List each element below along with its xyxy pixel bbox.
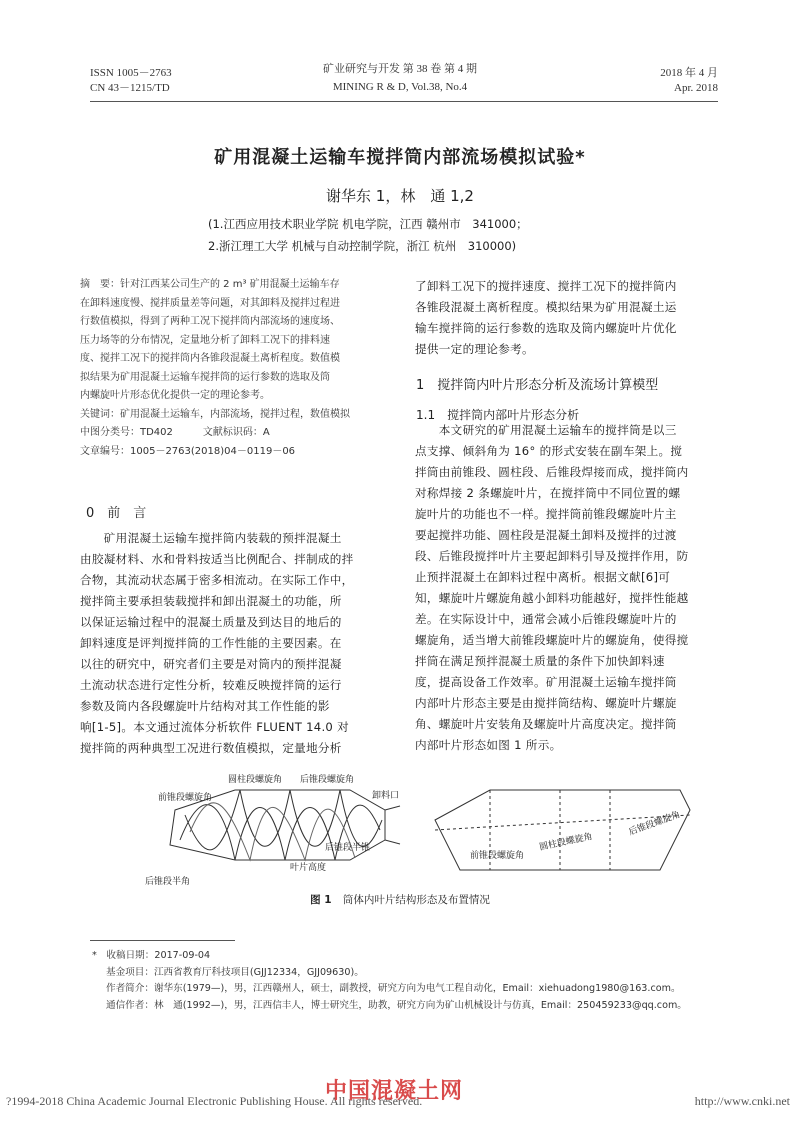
label-rear-cone-helix: 后锥段螺旋角 xyxy=(300,775,355,785)
author-intro: 作者简介：谢华东(1979—)，男，江西赣州人，硕士，副教授，研究方向为电气工程自动化，Email：xiehuadong1980@163.com。 xyxy=(106,983,681,994)
text-line: 参数及筒内各段螺旋叶片结构对其工作性能的影 xyxy=(80,699,330,713)
paper-title: 矿用混凝土运输车搅拌筒内部流场模拟试验* xyxy=(214,147,586,168)
figure-caption-number: 图 1 xyxy=(310,894,332,906)
text-line: 以保证运输过程中的混凝土质量及到达目的地后的 xyxy=(80,615,342,629)
text-line: 土流动状态进行定性分析，较难反映搅拌筒的运行 xyxy=(80,678,342,692)
text-line: 以往的研究中，研究者们主要是对筒内的预拌混凝 xyxy=(80,657,342,671)
right-abstract xyxy=(415,276,733,360)
abstract-line: 内螺旋叶片形态优化提供一定的理论参考。 xyxy=(80,390,270,401)
header-rule xyxy=(90,101,718,102)
label-r-front: 前锥段螺旋角 xyxy=(470,851,525,861)
label-blade-height: 叶片高度 xyxy=(290,863,327,873)
text-line: 螺旋角，适当增大前锥段螺旋叶片的螺旋角，使得搅 xyxy=(415,633,689,647)
figure-caption xyxy=(0,892,800,907)
cnki-url: http://www.cnki.net xyxy=(694,1094,790,1108)
text-line: 度，提高设备工作效率。矿用混凝土运输车搅拌筒 xyxy=(415,675,677,689)
section-0-heading: 0 前 言 xyxy=(86,506,147,521)
text-line: 内部叶片形态如图 1 所示。 xyxy=(415,738,562,752)
text-line: 由胶凝材料、水和骨料按适当比例配合、拌制成的拌 xyxy=(80,552,354,566)
keywords: 关键词：矿用混凝土运输车，内部流场，搅拌过程，数值模拟 xyxy=(80,408,350,420)
journal-en: MINING R & D, Vol.38, No.4 xyxy=(332,81,468,93)
class-number: 中图分类号：TD402 文献标识码：A xyxy=(80,427,270,438)
text-line: 了卸料工况下的搅拌速度、搅拌工况下的搅拌筒内 xyxy=(415,279,677,293)
label-rear-cone-half: 后锥段半锥 xyxy=(325,843,371,853)
text-line: 卸料速度是评判搅拌筒的工作性能的主要因素。在 xyxy=(80,636,342,650)
text-line: 输车搅拌筒的运行参数的选取及筒内螺旋叶片优化 xyxy=(415,321,677,335)
cn-number: CN 43－1215/TD xyxy=(90,82,170,94)
text-line: 角、螺旋叶片安装角及螺旋叶片高度决定。搅拌筒 xyxy=(415,717,677,731)
text-line: 知，螺旋叶片螺旋角越小卸料功能越好，搅拌性能越 xyxy=(415,591,689,605)
issn: ISSN 1005－2763 xyxy=(90,67,172,79)
abstract-line: 在卸料速度慢、搅拌质量差等问题，对其卸料及搅拌过程进 xyxy=(80,297,340,309)
outlet-line xyxy=(385,840,400,844)
text-line: 合物，其流动状态属于密多相流动。在实际工作中， xyxy=(80,573,354,587)
copyright: ?1994-2018 China Academic Journal Electronic Publishing House. All rights reserved. xyxy=(6,1094,423,1108)
text-line: 搅拌筒的两种典型工况进行数值模拟，定量地分析 xyxy=(80,741,342,755)
label-r-rear: 后锥段螺旋角 xyxy=(627,809,682,838)
label-rear-cone-half2: 后锥段半角 xyxy=(145,877,191,887)
footnote-rule xyxy=(90,940,235,941)
authors: 谢华东 1，林 通 1,2 xyxy=(326,187,474,205)
text-line: 各锥段混凝土离析程度。模拟结果为矿用混凝土运 xyxy=(415,300,677,314)
label-front-cone-helix: 前锥段螺旋角 xyxy=(158,793,213,803)
text-line: 段、后锥段搅拌叶片主要起卸料引导及搅拌作用，防 xyxy=(415,549,689,563)
text-line: 提供一定的理论参考。 xyxy=(415,342,534,356)
article-number: 文章编号：1005－2763(2018)04－0119－06 xyxy=(80,445,296,457)
text-line: 矿用混凝土运输车搅拌筒内装载的预拌混凝土 xyxy=(80,531,342,545)
figure-1 xyxy=(140,770,700,890)
text-line: 要起搅拌功能、圆柱段是混凝土卸料及搅拌的过渡 xyxy=(415,528,677,542)
fund-project: 基金项目：江西省教育厅科技项目(GJJ12334，GJJ09630)。 xyxy=(106,966,364,978)
affiliation-2: 2.浙江理工大学 机械与自动控制学院，浙江 杭州 310000) xyxy=(208,239,517,253)
section-1-heading: 1 搅拌筒内叶片形态分析及流场计算模型 xyxy=(416,378,659,393)
abstract-line: 拟结果为矿用混凝土运输车搅拌筒的运行参数的选取及筒 xyxy=(80,371,330,383)
text-line: 拌筒由前锥段、圆柱段、后锥段焊接而成，搅拌筒内 xyxy=(415,465,689,479)
section-1-1-heading: 1.1 搅拌筒内部叶片形态分析 xyxy=(416,408,580,422)
journal-cn: 矿业研究与开发 第 38 卷 第 4 期 xyxy=(323,63,477,75)
watermark: 中国混凝土网 xyxy=(325,1079,464,1104)
text-line: 差。在实际设计中，通常会减小后锥段螺旋叶片的 xyxy=(415,612,677,626)
section-0-body xyxy=(80,528,398,759)
label-cyl-helix: 圆柱段螺旋角 xyxy=(228,775,283,785)
footnote xyxy=(92,948,732,1014)
abstract-line: 度、搅拌工况下的搅拌筒内各锥段混凝土离析程度。数值模 xyxy=(80,353,340,364)
text-line: 搅拌筒主要承担装载搅拌和卸出混凝土的功能，所 xyxy=(80,594,342,608)
text-line: 旋叶片的功能也不一样。搅拌筒前锥段螺旋叶片主 xyxy=(415,507,677,521)
text-line: 点支撑、倾斜角为 16° 的形式安装在副车架上。搅 xyxy=(415,444,683,458)
abstract-line: 压力场等的分布情况，定量地分析了卸料工况下的排料速 xyxy=(80,334,330,346)
abstract-line: 行数值模拟，得到了两种工况下搅拌筒内部流场的速度场、 xyxy=(80,316,340,327)
figure-caption-text: 筒体内叶片结构形态及布置情况 xyxy=(342,894,490,906)
received-date: * 收稿日期：2017-09-04 xyxy=(92,950,211,961)
outlet-line xyxy=(385,806,400,810)
abstract xyxy=(80,276,398,461)
corresponding-author: 通信作者：林 通(1992—)，男，江西信丰人，博士研究生，助教，研究方向为矿山机械设计与仿真，Email：250459233@qq.com。 xyxy=(106,999,687,1011)
affiliation-1: (1.江西应用技术职业学院 机电学院，江西 赣州市 341000； xyxy=(208,217,528,231)
text-line: 响[1-5]。本文通过流体分析软件 FLUENT 14.0 对 xyxy=(80,720,349,734)
text-line: 本文研究的矿用混凝土运输车的搅拌筒是以三 xyxy=(415,423,677,437)
text-line: 内部叶片形态主要是由搅拌筒结构、螺旋叶片螺旋 xyxy=(415,696,677,710)
date-en: Apr. 2018 xyxy=(674,82,718,94)
text-line: 对称焊接 2 条螺旋叶片，在搅拌筒中不同位置的螺 xyxy=(415,486,681,500)
text-line: 拌筒在满足预拌混凝土质量的条件下加快卸料速 xyxy=(415,654,665,668)
helix-blade-2 xyxy=(185,790,382,850)
date-cn: 2018 年 4 月 xyxy=(660,67,718,79)
abstract-line: 摘 要：针对江西某公司生产的 2 m³ 矿用混凝土运输车存 xyxy=(80,279,340,290)
section-1-body xyxy=(415,420,733,756)
text-line: 止预拌混凝土在卸料过程中离析。根据文献[6]可 xyxy=(415,570,671,584)
label-r-cyl: 圆柱段螺旋角 xyxy=(538,831,594,853)
label-outlet: 卸料口 xyxy=(372,791,400,801)
